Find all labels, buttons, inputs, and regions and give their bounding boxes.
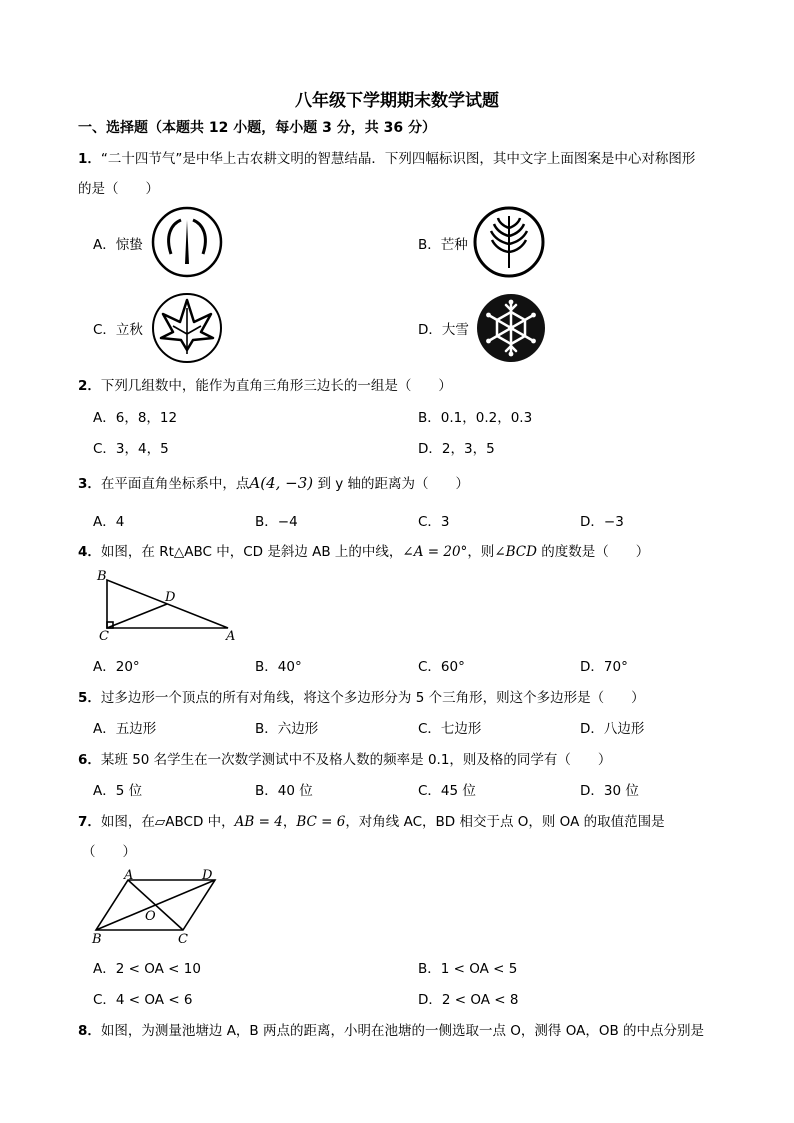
option-d: D．2，3，5 xyxy=(418,441,495,457)
question-number: 6． xyxy=(78,752,101,768)
question-number: 4． xyxy=(78,544,101,560)
question-text: 某班 50 名学生在一次数学测试中不及格人数的频率是 0.1，则及格的同学有（ ） xyxy=(100,752,612,768)
liqiu-emblem-icon xyxy=(151,292,223,364)
question-text: 如图，为测量池塘边 A，B 两点的距离，小明在池塘的一侧选取一点 O，测得 OA，OB 的中点分别是 xyxy=(100,1023,704,1039)
option-d: D．大雪 xyxy=(418,322,469,338)
vertex-label-c: C xyxy=(178,932,188,947)
question-number: 5． xyxy=(78,690,101,706)
question-3 xyxy=(78,472,469,492)
question-number: 8． xyxy=(78,1023,101,1039)
question-text: 到 y 轴的距离为（ ） xyxy=(317,476,470,492)
question-4 xyxy=(78,540,649,560)
option-d: D．−3 xyxy=(580,514,624,530)
question-text: “二十四节气”是中华上古农耕文明的智慧结晶．下列四幅标识图，其中文字上面图案是中心对称图形 xyxy=(100,151,696,167)
question-text: 的度数是（ ） xyxy=(541,544,650,560)
question-text: 如图，在▱ABCD 中， xyxy=(100,814,235,830)
question-text: 如图，在 Rt△ABC 中，CD 是斜边 AB 上的中线， xyxy=(100,544,403,560)
option-a: A．2 < OA < 10 xyxy=(93,961,201,977)
option-a: A．5 位 xyxy=(93,783,143,799)
option-a: A．4 xyxy=(93,514,125,530)
question-7 xyxy=(78,810,665,830)
option-a: A．惊蛰 xyxy=(93,237,143,253)
vertex-label-d: D xyxy=(165,590,176,605)
option-b: B．六边形 xyxy=(255,721,319,737)
vertex-label-a: A xyxy=(124,868,134,883)
option-a: A．五边形 xyxy=(93,721,157,737)
question-number: 3． xyxy=(78,476,101,492)
option-d: D．八边形 xyxy=(580,721,645,737)
math-expr: BC = 6 xyxy=(296,814,346,830)
option-c: C．3 xyxy=(418,514,450,530)
daxue-emblem-icon xyxy=(475,292,547,364)
question-text: ，则 xyxy=(467,544,495,560)
option-d: D．2 < OA < 8 xyxy=(418,992,519,1008)
option-d: D．30 位 xyxy=(580,783,639,799)
math-angle: ∠A = 20° xyxy=(402,544,468,560)
center-label-o: O xyxy=(145,909,156,924)
question-text: ， xyxy=(282,814,297,830)
question-number: 1． xyxy=(78,151,101,167)
option-c: C．七边形 xyxy=(418,721,482,737)
option-b: B．40 位 xyxy=(255,783,313,799)
question-5 xyxy=(78,686,645,706)
vertex-label-b: B xyxy=(97,569,107,584)
option-b: B．芒种 xyxy=(418,237,468,253)
option-d: D．70° xyxy=(580,659,628,675)
option-a: A．6，8，12 xyxy=(93,410,178,426)
question-6 xyxy=(78,748,611,768)
question-7-line2: （ ） xyxy=(82,844,136,860)
option-c: C．45 位 xyxy=(418,783,476,799)
vertex-label-c: C xyxy=(99,629,109,644)
question-text: 过多边形一个顶点的所有对角线，将这个多边形分为 5 个三角形，则这个多边形是（ ） xyxy=(100,690,645,706)
option-b: B．−4 xyxy=(255,514,298,530)
question-2 xyxy=(78,374,452,394)
section-heading: 一、选择题（本题共 12 小题，每小题 3 分，共 36 分） xyxy=(78,120,436,136)
option-b: B．0.1，0.2，0.3 xyxy=(418,410,533,426)
parallelogram-figure xyxy=(90,868,225,946)
math-expr: AB = 4 xyxy=(234,814,283,830)
math-angle: ∠BCD xyxy=(494,544,537,560)
vertex-label-a: A xyxy=(226,629,236,644)
triangle-figure xyxy=(95,566,245,644)
option-c: C．60° xyxy=(418,659,465,675)
question-1-line2: 的是（ ） xyxy=(78,181,159,197)
option-c: C．3，4，5 xyxy=(93,441,169,457)
option-b: B．40° xyxy=(255,659,302,675)
question-text: 下列几组数中，能作为直角三角形三边长的一组是（ ） xyxy=(100,378,452,394)
question-number: 2． xyxy=(78,378,101,394)
question-text: 在平面直角坐标系中，点 xyxy=(100,476,250,492)
mangzhong-emblem-icon xyxy=(473,206,545,278)
option-c: C．4 < OA < 6 xyxy=(93,992,193,1008)
option-c: C．立秋 xyxy=(93,322,143,338)
question-text: ，对角线 AC，BD 相交于点 O，则 OA 的取值范围是 xyxy=(345,814,665,830)
page-title: 八年级下学期期末数学试题 xyxy=(295,91,499,111)
question-8 xyxy=(78,1019,704,1039)
option-b: B．1 < OA < 5 xyxy=(418,961,518,977)
vertex-label-d: D xyxy=(202,868,213,883)
question-1 xyxy=(78,147,695,167)
vertex-label-b: B xyxy=(92,932,102,947)
option-a: A．20° xyxy=(93,659,140,675)
math-point: A(4, −3) xyxy=(249,474,314,492)
jingzhe-emblem-icon xyxy=(151,206,223,278)
question-number: 7． xyxy=(78,814,101,830)
